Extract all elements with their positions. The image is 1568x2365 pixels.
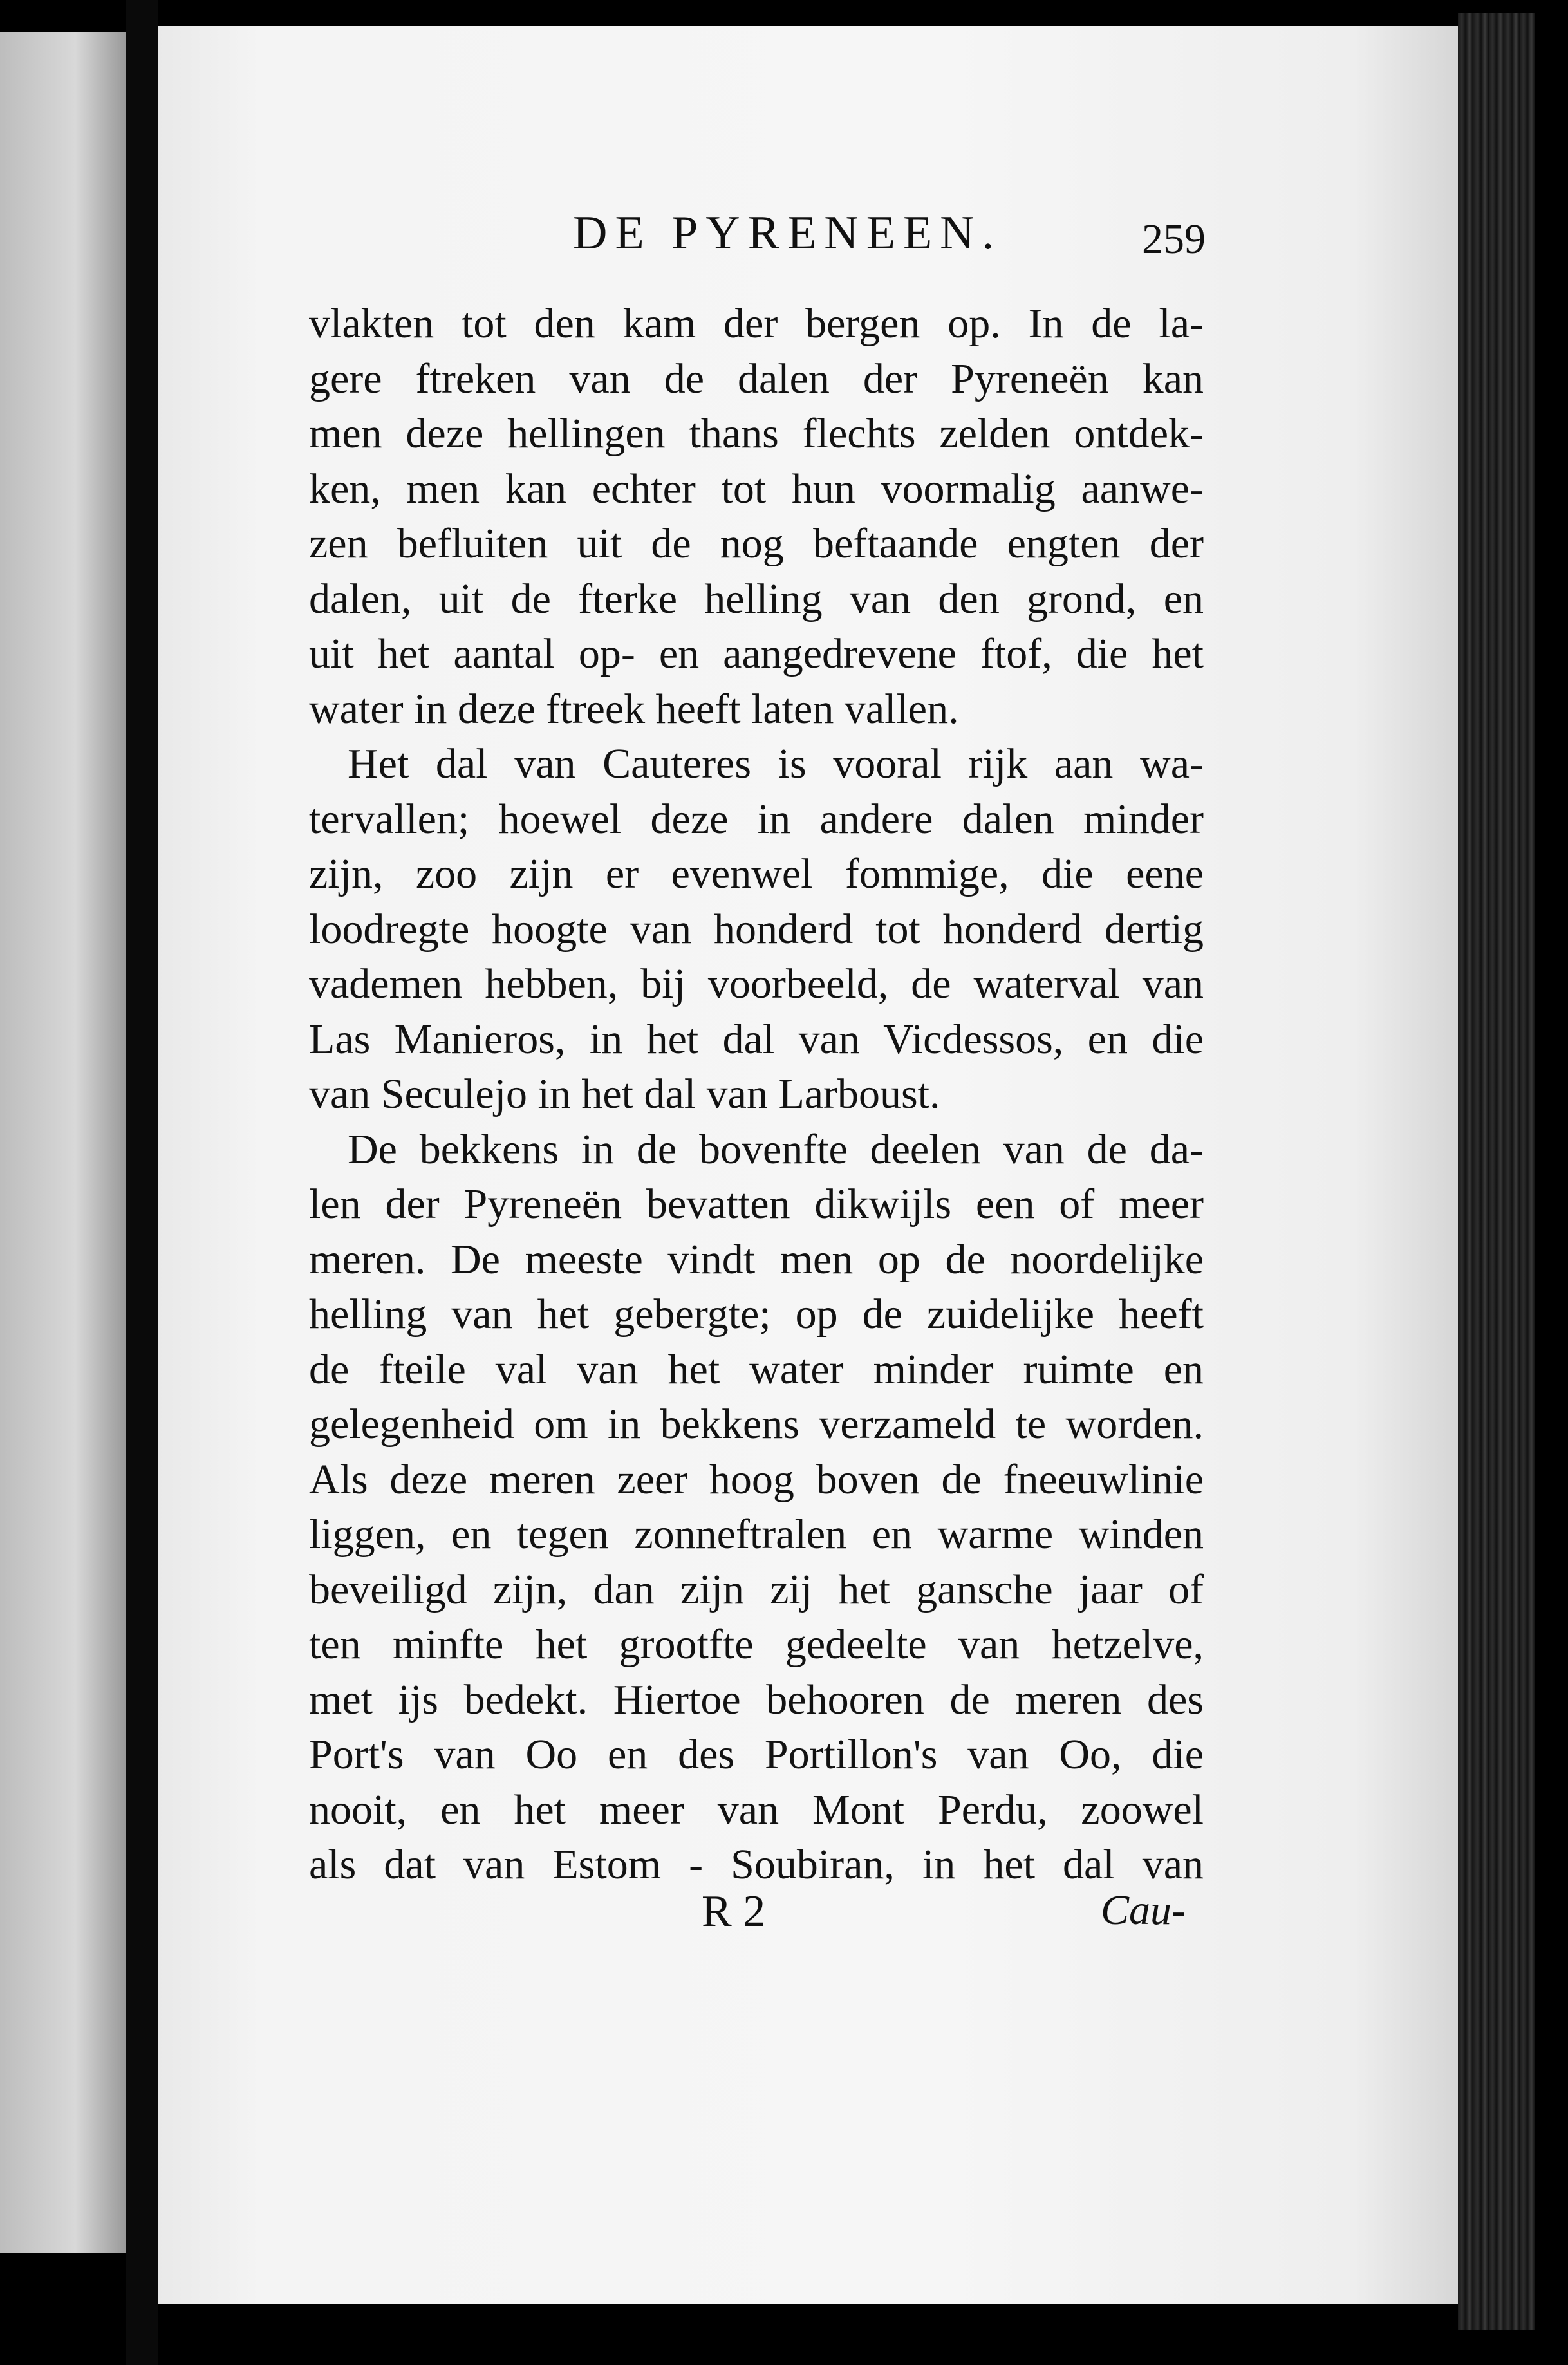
text-line: de fteile val van het water minder ruimte en	[309, 1345, 1204, 1393]
text-line: ken, men kan echter tot hun voormalig aanwe-	[309, 465, 1204, 512]
text-line: meren. De meeste vindt men op de noordelijke	[309, 1235, 1204, 1283]
running-title: DE PYRENEEN.	[573, 207, 1002, 259]
catchword: Cau-	[1101, 1887, 1186, 1934]
text-line: gere ftreken van de dalen der Pyreneën kan	[309, 355, 1204, 402]
facing-page-edge	[0, 32, 126, 2253]
book-gutter	[126, 0, 158, 2365]
text-line: dalen, uit de fterke helling van den grond, en	[309, 575, 1204, 622]
text-line: vademen hebben, bij voorbeeld, de waterval van	[309, 960, 1204, 1007]
text-line: Port's van Oo en des Portillon's van Oo, die	[309, 1731, 1204, 1778]
text-line: van Seculejo in het dal van Larboust.	[309, 1070, 940, 1117]
text-line: Het dal van Cauteres is vooral rijk aan wa-	[348, 740, 1204, 787]
page-stack-edge	[1458, 13, 1535, 2330]
text-line: len der Pyreneën bevatten dikwijls een of meer	[309, 1181, 1204, 1228]
text-line: beveiligd zijn, dan zijn zij het gansche jaar of	[309, 1566, 1204, 1613]
text-line: liggen, en tegen zonneftralen en warme winden	[309, 1511, 1204, 1558]
text-line: gelegenheid om in bekkens verzameld te worden.	[309, 1401, 1204, 1448]
text-line: uit het aantal op- en aangedrevene ftof, die het	[309, 630, 1204, 677]
page-number: 259	[1142, 216, 1206, 263]
text-line: De bekkens in de bovenfte deelen van de da-	[348, 1125, 1204, 1173]
text-line: zijn, zoo zijn er evenwel fommige, die eene	[309, 850, 1204, 897]
text-line: ten minfte het grootfte gedeelte van hetzelve,	[309, 1621, 1204, 1668]
text-line: met ijs bedekt. Hiertoe behooren de meren des	[309, 1676, 1204, 1723]
body-text	[309, 296, 1204, 1893]
signature-mark: R 2	[702, 1887, 766, 1936]
text-line: men deze hellingen thans flechts zelden ontdek-	[309, 410, 1204, 457]
text-line: Las Manieros, in het dal van Vicdessos, en die	[309, 1015, 1204, 1063]
text-line: loodregte hoogte van honderd tot honderd dertig	[309, 905, 1204, 953]
text-line: Als deze meren zeer hoog boven de fneeuwlinie	[309, 1455, 1204, 1503]
text-line: helling van het gebergte; op de zuidelijke heeft	[309, 1291, 1204, 1338]
text-line: zen befluiten uit de nog beftaande engten der	[309, 520, 1204, 567]
text-line: tervallen; hoewel deze in andere dalen minder	[309, 795, 1204, 843]
text-line: vlakten tot den kam der bergen op. In de la-	[309, 300, 1204, 347]
text-line: water in deze ftreek heeft laten vallen.	[309, 685, 959, 733]
text-line: nooit, en het meer van Mont Perdu, zoowel	[309, 1786, 1204, 1833]
text-line: als dat van Estom - Soubiran, in het dal van	[309, 1841, 1204, 1888]
